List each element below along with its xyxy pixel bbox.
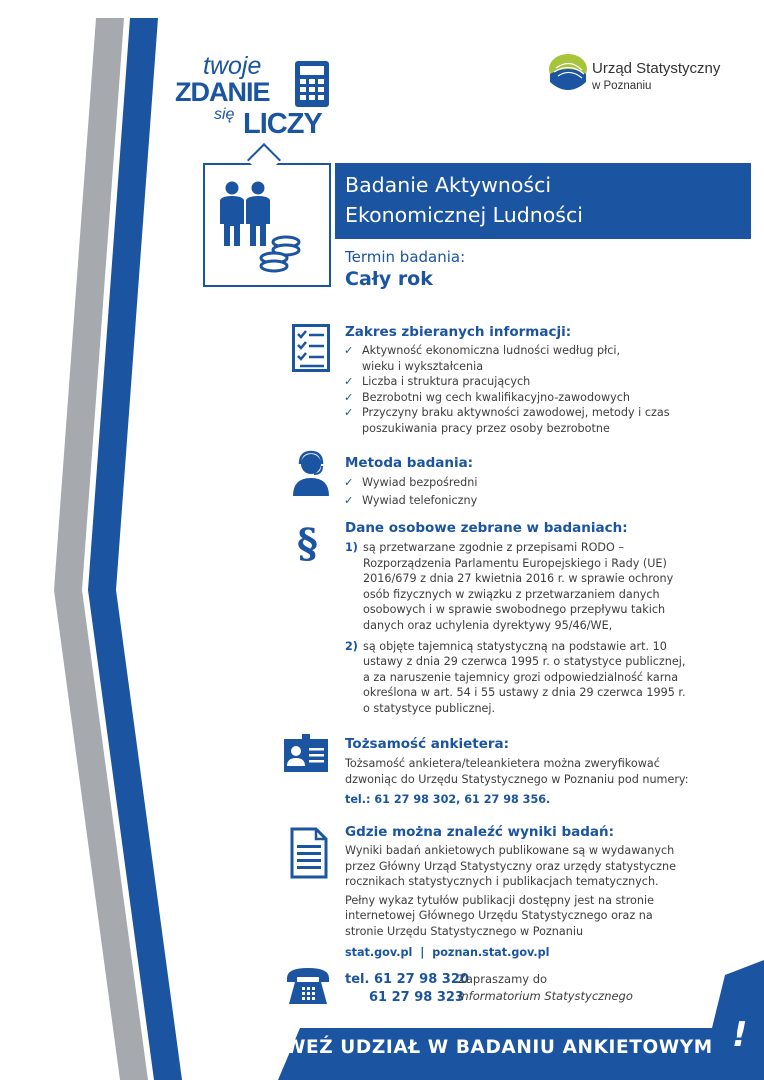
results-text: [345, 843, 676, 960]
term-value: Cały rok: [345, 268, 433, 290]
invite-text: [458, 971, 633, 1005]
invite-line: Zapraszamy do: [458, 972, 548, 986]
list-item: Liczba i struktura pracujących: [362, 375, 531, 389]
paragraph-section-icon: §: [297, 520, 318, 567]
institution-name: Urząd Statystyczny: [592, 60, 721, 77]
survey-title-line1: Badanie Aktywności: [345, 173, 552, 197]
survey-title-line2: Ekonomicznej Ludności: [345, 203, 583, 227]
checklist-icon: [292, 324, 330, 372]
invite-line: Informatorium Statystycznego: [458, 989, 633, 1003]
paragraph-line: dzwoniąc do Urzędu Statystycznego w Poznaniu pod numery:: [345, 772, 689, 786]
method-list: [344, 474, 478, 510]
document-icon: [290, 827, 328, 879]
list-item: Aktywność ekonomiczna ludności według płci,: [362, 344, 621, 357]
survey-title: [345, 170, 745, 230]
item-number: 2): [345, 639, 358, 653]
paragraph-line: stronie Urzędu Statystycznego w Poznaniu: [345, 924, 584, 938]
paragraph-line: o statystyce publicznej.: [363, 701, 496, 715]
list-item: Przyczyny braku aktywności zawodowej, metody i czas: [362, 406, 670, 420]
results-heading: Gdzie można znaleźć wyniki badań:: [345, 824, 614, 840]
paragraph-line: rocznikach statystycznych i publikacjach tematycznych.: [345, 875, 659, 889]
contact-phone-1: tel. 61 27 98 320: [345, 972, 469, 987]
paragraph-line: a za naruszenie tajemnicy grozi odpowiedzialność karna: [363, 670, 679, 684]
list-item: poszukiwania pracy przez osoby bezrobotne: [362, 421, 610, 435]
list-item: wieku i wykształcenia: [362, 359, 484, 373]
institution-city: w Poznaniu: [592, 80, 652, 92]
gus-globe-icon: [548, 52, 588, 100]
paragraph-line: Wyniki badań ankietowych publikowane są w wydawanych: [345, 844, 675, 857]
logo-zdanie: ZDANIE: [175, 77, 270, 107]
paragraph-line: są objęte tajemnicą statystyczną na podstawie art. 10: [363, 639, 667, 653]
identity-heading: Tożsamość ankietera:: [345, 736, 510, 752]
identity-phones: tel.: 61 27 98 302, 61 27 98 356.: [345, 793, 551, 807]
logo-twoje: twoje: [203, 52, 262, 80]
paragraph-line: Tożsamość ankietera/teleankietera można zweryfikować: [345, 757, 660, 770]
list-item: Wywiad bezpośredni: [362, 476, 478, 489]
item-number: 1): [345, 541, 358, 554]
paragraph-line: internetowej Głównego Urzędu Statystycznego oraz na: [345, 909, 653, 923]
paragraph-line: przez Główny Urząd Statystyczny oraz urzędy statystyczne: [345, 859, 677, 873]
telephone-icon: [285, 966, 331, 1006]
paragraph-line: są przetwarzane zgodnie z przepisami RODO –: [363, 541, 624, 554]
scope-heading: Zakres zbieranych informacji:: [345, 324, 572, 340]
id-card-icon: [283, 733, 329, 773]
paragraph-line: Pełny wykaz tytułów publikacji dostępny jest na stronie: [345, 893, 654, 907]
people-coins-icon: [218, 180, 308, 276]
personal-data-heading: Dane osobowe zebrane w badaniach:: [345, 520, 628, 536]
term-label: Termin badania:: [345, 248, 466, 266]
logo-liczy: LICZY: [243, 108, 322, 140]
footer-exclamation: !: [732, 1015, 748, 1055]
calculator-icon: [294, 60, 330, 108]
check-icon: ✓: [344, 375, 354, 389]
identity-text: [345, 756, 689, 808]
link-poznan-stat-gov[interactable]: poznan.stat.gov.pl: [432, 945, 550, 959]
paragraph-line: określona w art. 54 i 55 ustawy z dnia 29 czerwca 1995 r.: [363, 686, 686, 700]
check-icon: ✓: [344, 476, 354, 489]
contact-phone-2: 61 27 98 323: [369, 990, 464, 1005]
check-icon: ✓: [344, 494, 354, 507]
check-icon: ✓: [344, 406, 354, 420]
paragraph-line: danych oraz uchylenia dyrektywy 95/46/WE,: [363, 618, 613, 632]
paragraph-line: osobowych i w sprawie swobodnego przepływu takich: [363, 603, 666, 617]
check-icon: ✓: [344, 390, 354, 404]
link-separator: |: [420, 945, 425, 959]
list-item: Bezrobotni wg cech kwalifikacyjno-zawodowych: [362, 390, 630, 404]
interviewer-headset-icon: [292, 450, 330, 498]
logo-sie: się: [214, 106, 235, 123]
check-icon: ✓: [344, 344, 354, 357]
paragraph-line: ustawy z dnia 29 czerwca 1995 r. o statystyce publicznej,: [363, 655, 686, 669]
link-stat-gov[interactable]: stat.gov.pl: [345, 945, 413, 959]
personal-data-text: [345, 540, 686, 717]
footer-cta: WEŹ UDZIAŁ W BADANIU ANKIETOWYM: [285, 1037, 713, 1058]
scope-list: [344, 343, 670, 437]
method-heading: Metoda badania:: [345, 455, 474, 471]
list-item: Wywiad telefoniczny: [362, 494, 478, 507]
paragraph-line: Rozporządzenia Parlamentu Europejskiego i Rady (UE): [363, 556, 667, 570]
paragraph-line: 2016/679 z dnia 27 kwietnia 2016 r. w sprawie ochrony: [363, 572, 674, 586]
paragraph-line: osób fizycznych w związku z przetwarzaniem danych: [363, 587, 660, 601]
